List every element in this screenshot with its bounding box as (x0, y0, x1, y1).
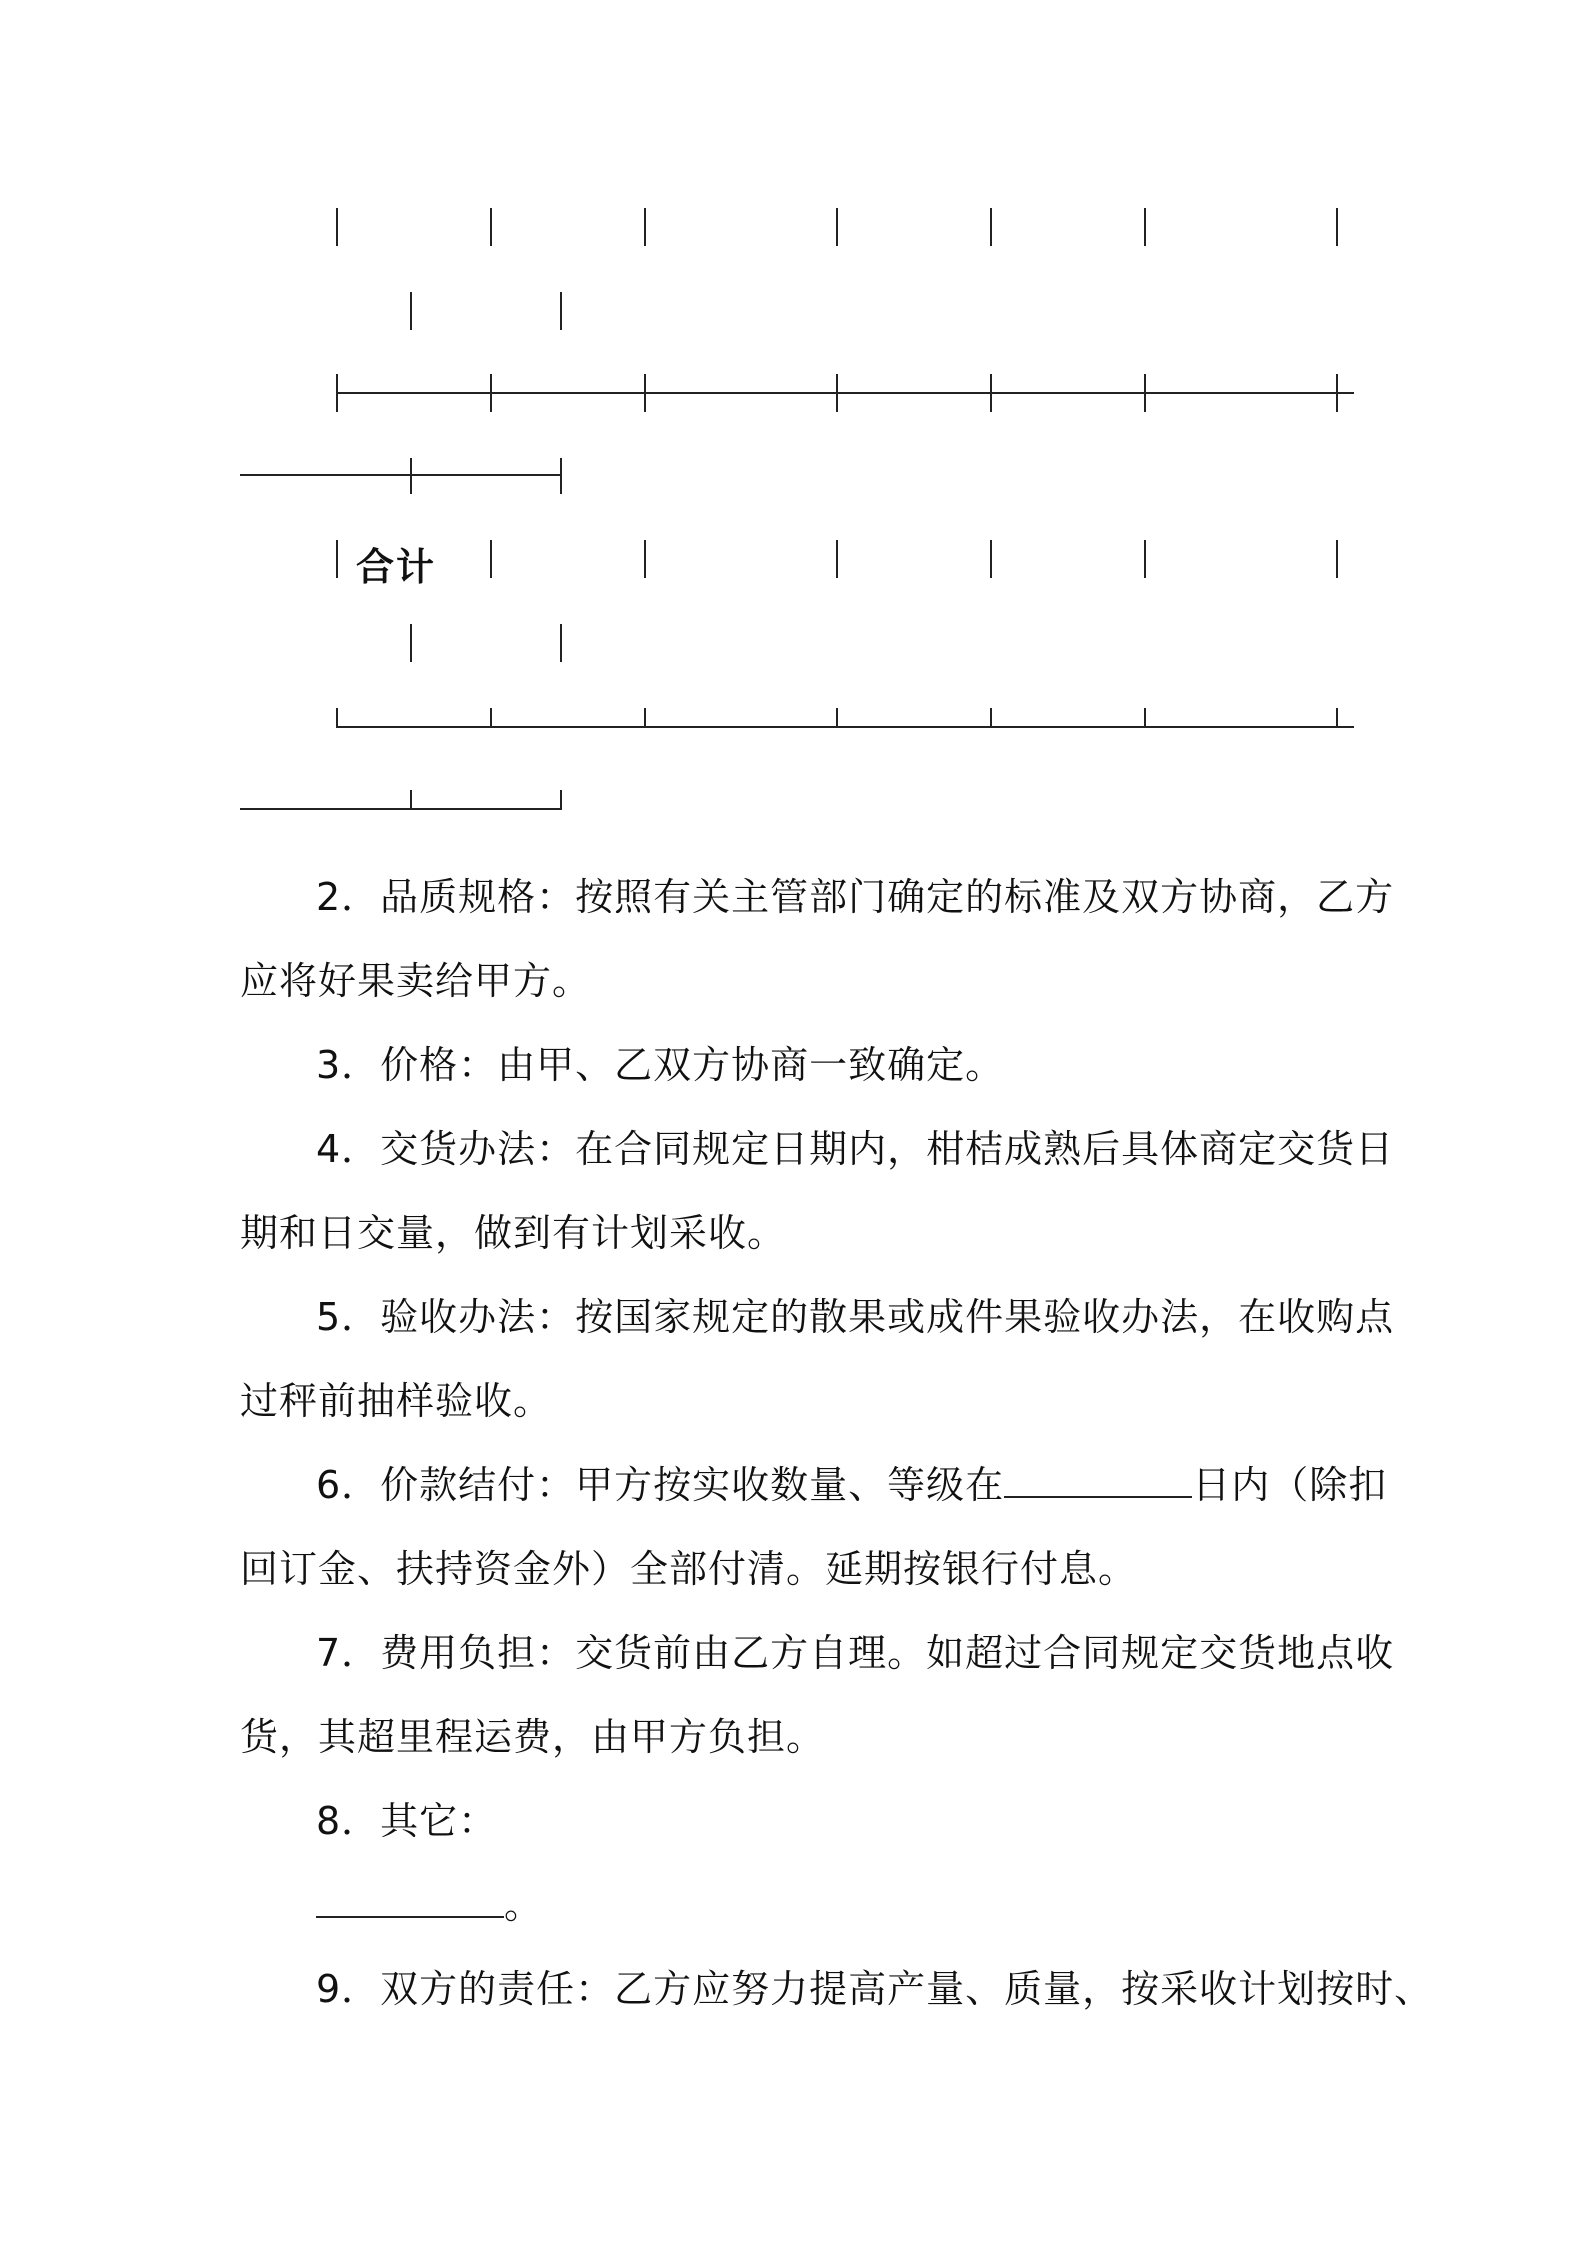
table-vertical-bar (1144, 208, 1146, 246)
table-bottom-tick (644, 708, 646, 728)
table-vertical-bar (410, 292, 412, 330)
table-vertical-bar (644, 540, 646, 578)
table-vertical-bar (490, 208, 492, 246)
table-separator-line (336, 392, 1354, 394)
table-vertical-bar (336, 540, 338, 578)
clause-3-line-1: 3．价格：由甲、乙双方协商一致确定。 (316, 1043, 1005, 1087)
table-vertical-bar (990, 540, 992, 578)
clause-6-line-1 (316, 1460, 1388, 1510)
table-separator-tick (1336, 374, 1338, 412)
table-bottom-line (336, 726, 1354, 728)
clause-7-line-2: 货，其超里程运费，由甲方负担。 (240, 1715, 826, 1759)
table-separator-tick (1144, 374, 1146, 412)
clause-6-line-2: 回订金、扶持资金外）全部付清。延期按银行付息。 (240, 1547, 1138, 1591)
clause-8-blank-line (316, 1880, 1376, 1930)
table-bottom-line (240, 808, 562, 810)
table-vertical-bar (836, 540, 838, 578)
table-vertical-bar (836, 208, 838, 246)
clause-5-line-1: 5．验收办法：按国家规定的散果或成件果验收办法，在收购点 (316, 1295, 1395, 1339)
table-separator-tick (490, 374, 492, 412)
table-separator-line (240, 474, 562, 476)
other-terms-blank[interactable] (316, 1882, 504, 1918)
clause-7-line-1: 7．费用负担：交货前由乙方自理。如超过合同规定交货地点收 (316, 1631, 1395, 1675)
table-total-label: 合计 (356, 545, 437, 589)
table-bottom-tick (490, 708, 492, 728)
table-vertical-bar (1144, 540, 1146, 578)
table-bottom-tick (336, 708, 338, 728)
clause-6-text-before: 6．价款结付：甲方按实收数量、等级在 (316, 1463, 1005, 1507)
table-bottom-tick (1336, 708, 1338, 728)
table-separator-tick (560, 458, 562, 494)
table-bottom-tick (410, 790, 412, 810)
table-vertical-bar (1336, 208, 1338, 246)
clause-2-line-2: 应将好果卖给甲方。 (240, 959, 592, 1003)
clause-9-line-1: 9．双方的责任：乙方应努力提高产量、质量，按采收计划按时、 (316, 1967, 1434, 2011)
table-vertical-bar (560, 292, 562, 330)
table-vertical-bar (560, 624, 562, 662)
table-bottom-tick (560, 790, 562, 810)
clause-5-line-2: 过秤前抽样验收。 (240, 1379, 553, 1423)
table-vertical-bar (410, 624, 412, 662)
table-vertical-bar (644, 208, 646, 246)
clause-4-line-1: 4．交货办法：在合同规定日期内，柑桔成熟后具体商定交货日 (316, 1127, 1395, 1171)
table-bottom-tick (990, 708, 992, 728)
table-vertical-bar (1336, 540, 1338, 578)
table-vertical-bar (990, 208, 992, 246)
table-separator-tick (644, 374, 646, 412)
table-vertical-bar (490, 540, 492, 578)
table-separator-tick (336, 374, 338, 412)
clause-8-period: 。 (504, 1883, 544, 1927)
table-bottom-tick (1144, 708, 1146, 728)
days-blank[interactable] (1004, 1462, 1192, 1498)
clause-2-line-1: 2．品质规格：按照有关主管部门确定的标准及双方协商，乙方 (316, 875, 1395, 919)
table-vertical-bar (336, 208, 338, 246)
table-separator-tick (410, 458, 412, 494)
table-separator-tick (836, 374, 838, 412)
table-bottom-tick (836, 708, 838, 728)
clause-4-line-2: 期和日交量，做到有计划采收。 (240, 1211, 787, 1255)
table-separator-tick (990, 374, 992, 412)
clause-6-text-after: 日内（除扣 (1192, 1463, 1388, 1507)
clause-8-line-1: 8．其它： (316, 1799, 498, 1843)
